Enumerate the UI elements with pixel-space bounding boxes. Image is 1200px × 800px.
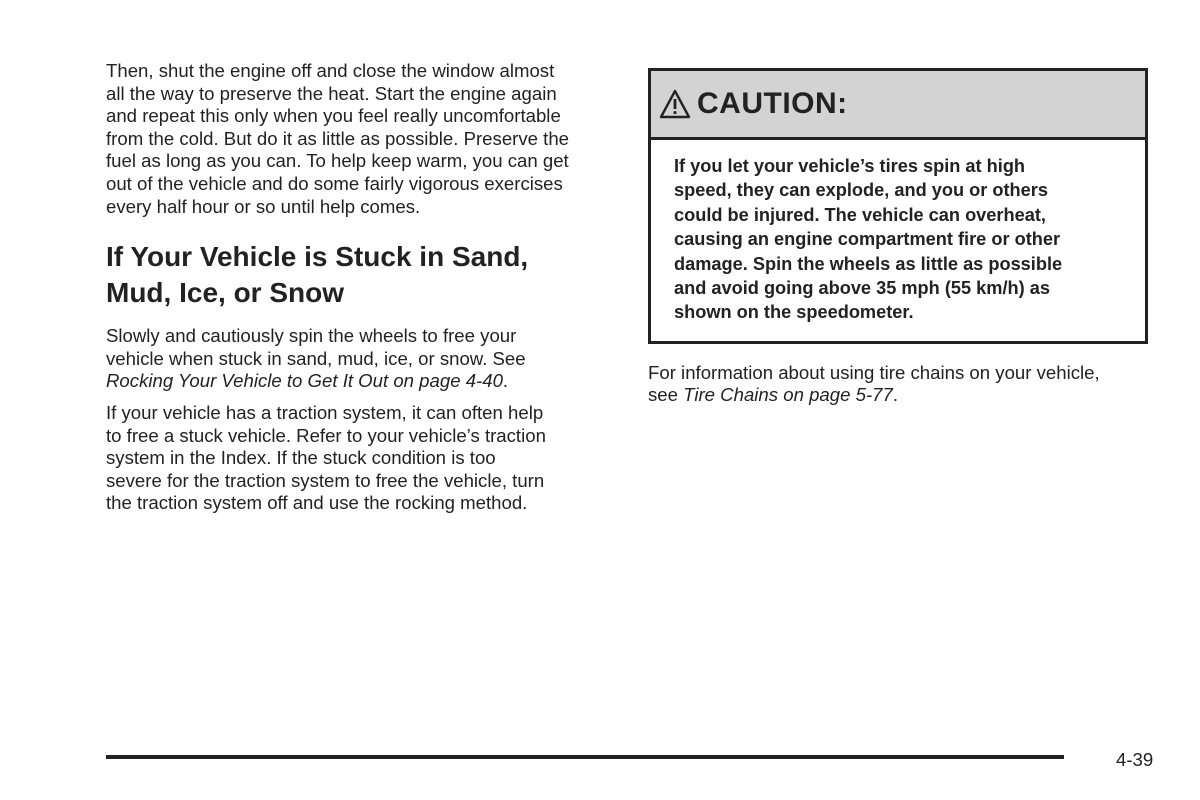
caution-body	[651, 140, 1145, 341]
right-column	[648, 68, 1154, 426]
caution-line: and avoid going above 35 mph (55 km/h) as	[674, 278, 1050, 299]
intro-paragraph	[106, 60, 606, 218]
caution-line: could be injured. The vehicle can overheat,	[674, 204, 1046, 225]
caution-line: If you let your vehicle’s tires spin at high	[674, 156, 1026, 176]
text-line: Slowly and cautiously spin the wheels to free your	[106, 325, 517, 347]
warning-triangle-icon	[659, 89, 691, 119]
text-line	[106, 370, 606, 393]
text-fragment: .	[892, 384, 898, 406]
heading-line: If Your Vehicle is Stuck in Sand,	[106, 241, 529, 273]
section-heading	[106, 239, 606, 311]
text-line: Then, shut the engine off and close the window almost	[106, 60, 555, 81]
text-line: vehicle when stuck in sand, mud, ice, or snow. See	[106, 347, 526, 369]
text-line	[648, 384, 1154, 407]
left-column	[106, 60, 606, 515]
heading-line: Mud, Ice, or Snow	[106, 277, 345, 309]
tire-chains-reference-link[interactable]: Tire Chains on page 5-77	[683, 384, 893, 406]
text-line: from the cold. But do it as little as possible. Preserve the	[106, 127, 570, 149]
text-line: the traction system off and use the rocking method.	[106, 492, 528, 514]
caution-line: damage. Spin the wheels as little as possible	[674, 253, 1063, 274]
caution-line: causing an engine compartment fire or other	[674, 229, 1061, 250]
page-number: 4-39	[1116, 749, 1154, 770]
caution-line: speed, they can explode, and you or others	[674, 180, 1048, 201]
text-line: severe for the traction system to free the vehicle, turn	[106, 469, 545, 491]
text-fragment: see	[648, 384, 684, 406]
caution-line: shown on the speedometer.	[674, 302, 914, 323]
text-line: and repeat this only when you feel really uncomfortable	[106, 105, 561, 127]
text-line: system in the Index. If the stuck condition is too	[106, 447, 496, 469]
caution-title: CAUTION:	[697, 87, 848, 120]
text-fragment: .	[502, 370, 509, 392]
spin-wheels-paragraph	[106, 325, 606, 393]
caution-box	[648, 68, 1148, 344]
traction-system-paragraph	[106, 402, 606, 515]
tire-chains-paragraph	[648, 362, 1154, 407]
text-line: to free a stuck vehicle. Refer to your vehicle’s traction	[106, 424, 546, 446]
text-line: For information about using tire chains on your vehicle,	[648, 361, 1100, 383]
text-line: If your vehicle has a traction system, it can often help	[106, 401, 544, 423]
rocking-vehicle-reference-link[interactable]: Rocking Your Vehicle to Get It Out on page 4-40	[106, 370, 503, 392]
text-line: fuel as long as you can. To help keep warm, you can get	[106, 150, 569, 172]
caution-header	[651, 71, 1145, 140]
text-line: out of the vehicle and do some fairly vigorous exercises	[106, 172, 563, 194]
text-line: every half hour or so until help comes.	[106, 195, 421, 217]
footer-rule	[106, 755, 1064, 759]
text-line: all the way to preserve the heat. Start the engine again	[106, 82, 557, 104]
